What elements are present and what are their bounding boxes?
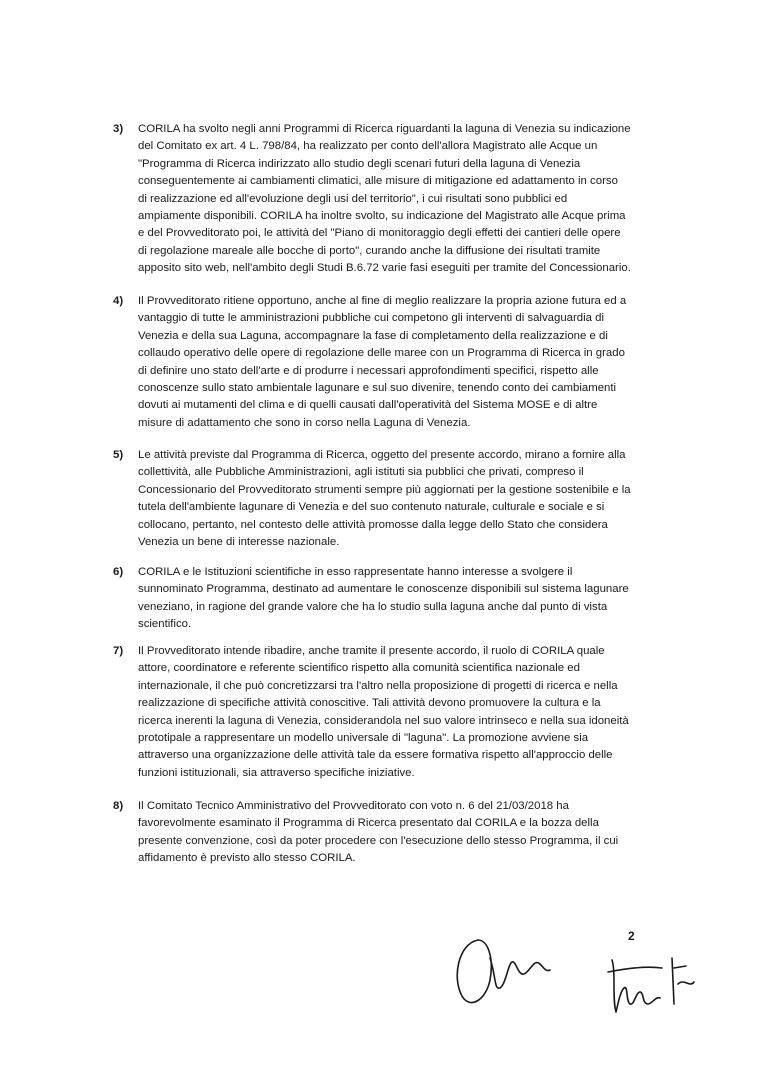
paragraph-text	[138, 293, 668, 432]
paragraph-line: tutela dell'ambiente lagunare di Venezia e del suo contenuto naturale, culturale e sociale e si	[138, 501, 605, 514]
paragraph-line: conseguentemente ai cambiamenti climatici, alle misure di mitigazione ed adattamento in corso	[138, 175, 618, 188]
paragraph-text	[138, 564, 668, 634]
paragraph-line: e del Provveditorato poi, le attività del "Piano di monitoraggio degli effetti dei cantieri delle opere	[138, 227, 621, 240]
paragraph-number: 8)	[113, 800, 124, 812]
paragraph-line: ampiamente disponibili. CORILA ha inoltre svolto, su indicazione del Magistrato alle Acque prima	[138, 210, 626, 223]
paragraph-line: sunnominato Programma, destinato ad aumentare le conoscenze disponibili sul sistema lagunare	[138, 583, 629, 596]
paragraph-line: di regolazione mareale alle bocche di porto", curando anche la diffusione dei risultati tramite	[138, 244, 601, 257]
paragraph-line: ricerca inerenti la laguna di Venezia, considerandola nel suo valore intrinseco e nella sua idoneità	[138, 714, 629, 727]
signature-right-b	[672, 958, 694, 1004]
paragraph-4	[113, 293, 668, 432]
paragraph-number: 6)	[113, 566, 124, 578]
paragraph-line: favorevolmente esaminato il Programma di Ricerca presentato dal CORILA e la bozza della	[138, 817, 599, 830]
paragraph-text	[138, 447, 668, 551]
paragraph-line: presente convenzione, così da poter procedere con l'esecuzione dello stesso Programma, il cui	[138, 834, 619, 847]
paragraph-text	[138, 798, 668, 868]
paragraph-line: attraverso una organizzazione delle attività tale da essere formativa rispetto all'approccio delle	[138, 749, 613, 762]
paragraph-line: Venezia e della sua Laguna, accompagnare la fase di completamento della realizzazione e di	[138, 329, 608, 342]
paragraph-number: 4)	[113, 295, 124, 307]
paragraph-line: Venezia un bene di interesse nazionale.	[138, 536, 340, 549]
paragraph-line: Le attività previste dal Programma di Ricerca, oggetto del presente accordo, mirano a fornire alla	[138, 449, 626, 461]
paragraph-line: collettività, alle Pubbliche Amministrazioni, agli istituti sia pubblici che privati, compreso il	[138, 466, 584, 479]
paragraph-line: scientifico.	[138, 618, 192, 631]
paragraph-line: vantaggio di tutte le amministrazioni pubbliche cui competono gli interventi di salvaguardia di	[138, 312, 605, 325]
paragraph-line: CORILA e le Istituzioni scientifiche in esso rappresentate hanno interesse a svolgere il	[138, 566, 573, 578]
paragraph-line: attore, coordinatore e referente scientifico rispetto alla comunità scientifica nazionale ed	[138, 662, 580, 675]
paragraph-line: veneziano, in ragione del grande valore che ha lo studio sulla laguna anche dal punto di vista	[138, 600, 608, 613]
paragraph-text	[138, 121, 668, 278]
paragraph-line: di realizzazione ed all'evoluzione degli usi del territorio", i cui risultati sono pubblici ed	[138, 192, 568, 205]
paragraph-line: collaudo operativo delle opere di regolazione delle maree con un Programma di Ricerca in grado	[138, 347, 625, 360]
paragraph-line: Concessionario del Provveditorato strumenti sempre più aggiornati per la gestione sostenibile e la	[138, 483, 631, 496]
paragraph-text	[138, 643, 668, 782]
paragraph-line: affidamento è previsto allo stesso CORILA.	[138, 852, 356, 865]
paragraph-line: dovuti ai mutamenti del clima e di quelli causati dall'operatività del Sistema MOSE e di altre	[138, 399, 598, 412]
paragraph-line: conoscenze sullo stato ambientale lagunare e sul suo divenire, tenendo conto dei cambiamenti	[138, 382, 617, 395]
paragraph-number: 3)	[113, 123, 124, 135]
paragraph-line: Il Provveditorato intende ribadire, anche tramite il presente accordo, il ruolo di CORILA quale	[138, 645, 605, 657]
paragraph-line: Il Comitato Tecnico Amministrativo del Provveditorato con voto n. 6 del 21/03/2018 ha	[138, 800, 569, 812]
paragraph-7	[113, 643, 668, 782]
paragraph-3	[113, 121, 668, 278]
paragraph-line: apposito sito web, nell'ambito degli Studi B.6.72 varie fasi eseguiti per tramite del Concessionario.	[138, 262, 631, 275]
paragraph-number: 5)	[113, 449, 124, 461]
page-number: 2	[628, 929, 635, 943]
paragraph-line: internazionale, il che può concretizzarsi tra l'altro nella proposizione di progetti di ricerca e nella	[138, 679, 618, 692]
paragraph-line: collocano, pertanto, nel contesto delle attività promosse dalla legge dello Stato che considera	[138, 518, 608, 531]
handwritten-signatures	[440, 918, 710, 1068]
paragraph-line: del Comitato ex art. 4 L. 798/84, ha realizzato per conto dell'allora Magistrato alle Acque un	[138, 140, 598, 153]
signature-right-c	[608, 967, 662, 972]
signature-left	[457, 940, 550, 1003]
paragraph-line: "Programma di Ricerca indirizzato allo studio degli scenari futuri della laguna di Venezia	[138, 157, 581, 170]
paragraph-5	[113, 447, 668, 551]
paragraph-8	[113, 798, 668, 868]
paragraph-number: 7)	[113, 645, 124, 657]
paragraph-line: di definire uno stato dell'arte e di produrre i necessari approfondimenti specifici, rispetto alle	[138, 364, 599, 377]
paragraph-line: funzioni istituzionali, sia attraverso specifiche iniziative.	[138, 766, 415, 779]
paragraph-line: prototipale a rappresentare un modello universale di "laguna". La promozione avviene sia	[138, 732, 589, 745]
paragraph-line: misure di adattamento che sono in corso nella Laguna di Venezia.	[138, 416, 471, 429]
paragraph-line: Il Provveditorato ritiene opportuno, anche al fine di meglio realizzare la propria azione futura ed a	[138, 295, 627, 307]
paragraph-6	[113, 564, 668, 634]
paragraph-line: CORILA ha svolto negli anni Programmi di Ricerca riguardanti la laguna di Venezia su indicazione	[138, 123, 631, 135]
paragraph-line: realizzazione di specifiche attività conoscitive. Tali attività devono promuovere la cultura e la	[138, 697, 601, 710]
